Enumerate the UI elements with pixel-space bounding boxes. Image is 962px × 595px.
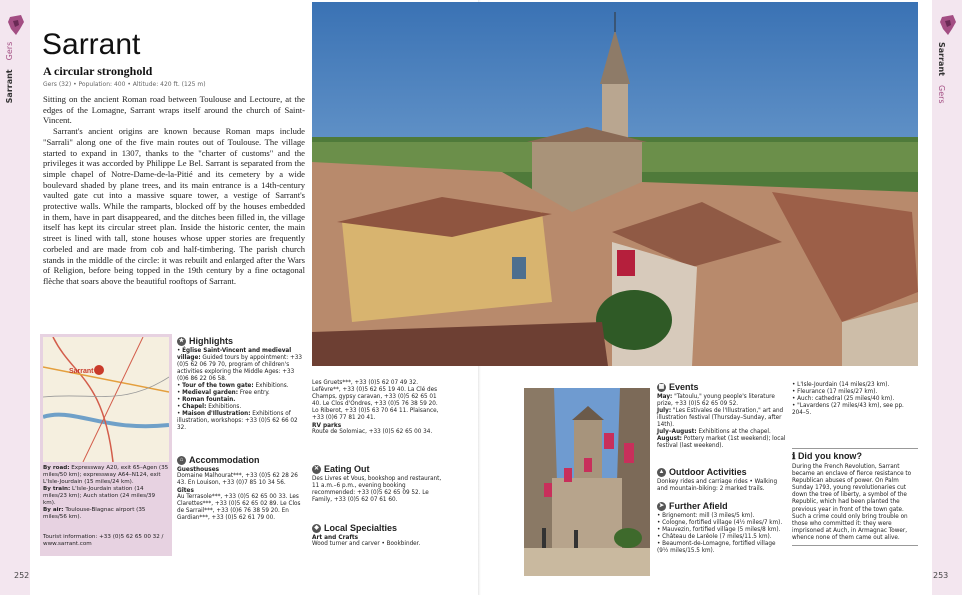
village-rooftops-photo bbox=[312, 2, 918, 366]
rv-parks-info: Route de Solomiac, +33 (0)5 62 65 00 34. bbox=[312, 429, 433, 435]
guesthouses-list: Domaine Malhourat***, +33 (0)5 62 28 26 43. En Louison, +33 (0)7 85 10 34 56. bbox=[177, 473, 298, 486]
further-afield-item: • L'Isle-Jourdain (14 miles/23 km). bbox=[792, 382, 890, 388]
page-subtitle: A circular stronghold bbox=[43, 64, 153, 78]
did-you-know-box bbox=[792, 448, 918, 546]
highlight-item: • Medieval garden: Free entry. bbox=[177, 390, 270, 396]
location-map bbox=[43, 337, 169, 462]
basket-icon: ◆ bbox=[312, 524, 321, 533]
fork-knife-icon: ✕ bbox=[313, 465, 320, 472]
region-map-icon bbox=[939, 14, 957, 36]
compass-icon: ➤ bbox=[658, 502, 665, 509]
eating-out-section: ✕ Eating Out Des Livres et Vous, bookshop and restaurant, 11 a.m.–6 p.m., evening booking recommended: +33 (0)5 62 65 09 52. Le Family, +33 (0)5 62 07 61 60. bbox=[312, 464, 444, 504]
accommodation-section: ⌂ Accommodation Guesthouses Domaine Malhourat***, +33 (0)5 62 28 26 43. En Louison, +33 (0)7 85 10 34 56. Gîtes Au Terrasole***, +33 (0)5 62 65 00 33. Les Clarettes***, +33 (0)5 62 65 02 89. Le Clos de Sarrail***, +33 (0)6 76 38 59 20. En Gardian***, +33 (0)5 62 61 79 00. bbox=[177, 455, 305, 522]
outdoor-activities-section: ▲ Outdoor Activities Donkey rides and carriage rides • Walking and mountain-biking: 2 marked trails. bbox=[657, 467, 787, 493]
intro-paragraph-2: Sarrant's ancient origins are known because Roman maps include "Sarrali" along one of the five main routes out of Toulouse. The village started to expand in 1307, thanks to the "charter of customs" and the privileges it was accorded by Philippe Le Bel. Sarrant is separated from the simple chapel of Notre-Dame-de-la-Pitié and its cemetery by a wide boulevard shaded by plane trees, and its main entrance is a 14th-century vaulted gate cut into a massive square tower, a vestige of Sarrant's protective walls. While the ramparts, blocked off by the houses embedded in them, have in part disappeared, and the ditches been filled in, the village itself has kept its circular street plan. Inside the historic center, the main street is lined with tall, stone houses whose upper stories are frequently corbeled and are made from cob and half-timbering. The parish church stands in the middle of the circle: it was rebuilt and enlarged after the Wars of Religion, before being topped in the 19th century by a fine octagonal flèche that soars above the beautiful rooftops of Sarrant. bbox=[43, 126, 305, 286]
event-item: August: Pottery market (1st weekend); local festival (last weekend). bbox=[657, 436, 786, 449]
map-place-label: Sarrant bbox=[69, 368, 94, 375]
star-icon: ★ bbox=[178, 337, 185, 344]
further-afield-item: • Fleurance (17 miles/27 km). bbox=[792, 389, 878, 395]
guesthouses-label: Guesthouses bbox=[177, 467, 220, 473]
arts-crafts-info: Wood turner and carver • Bookbinder. bbox=[312, 541, 421, 547]
bed-icon: ⌂ bbox=[177, 456, 186, 465]
side-tab-right bbox=[932, 0, 962, 595]
events-section: ▦ Events May: "Tatoulu," young people's literature prize, +33 (0)5 62 65 09 52. July: "Les Estivales de l'Illustration," art and illustration festival (Thursday–Sunday, after 14th). July–August: Exhibitions at the chapel. August: Pottery market (1st weekend); local festival (last weekend). bbox=[657, 382, 786, 449]
highlight-item: • Maison d'Illustration: Exhibitions of illustration, workshops: +33 (0)5 62 66 02 32. bbox=[177, 411, 298, 431]
local-specialties-section: ◆ Local Specialties Art and Crafts Wood turner and carver • Bookbinder. bbox=[312, 523, 444, 548]
transport-info bbox=[43, 465, 169, 521]
side-tab-label: Sarrant Gers bbox=[937, 42, 946, 104]
intro-text bbox=[43, 94, 305, 287]
region-map-icon bbox=[7, 14, 25, 36]
page-number-right: 253 bbox=[933, 571, 949, 580]
accommodation-list-continued: Les Gruets***, +33 (0)5 62 07 49 32. Lefèvre**, +33 (0)5 62 65 19 40. La Clé des Champs, gypsy caravan, +33 (0)5 62 65 01 40. Le Clos d'Ondres, +33 (0)5 76 38 59 20. Lo Riberot, +33 (0)5 63 70 64 11. Plaisance, +33 (0)6 77 81 20 41. bbox=[312, 380, 439, 421]
further-afield-item: • Mauvezin, fortified village (5 miles/8 km). bbox=[657, 527, 781, 533]
side-tab-left bbox=[0, 0, 30, 595]
page-title: Sarrant bbox=[42, 28, 141, 61]
page-number-left: 252 bbox=[14, 571, 30, 580]
gites-list: Au Terrasole***, +33 (0)5 62 65 00 33. Les Clarettes***, +33 (0)5 62 65 02 89. Le Clos de Sarrail***, +33 (0)6 76 38 59 20. En Gardian***, +33 (0)5 62 61 79 00. bbox=[177, 494, 301, 521]
village-meta: Gers (32) • Population: 400 • Altitude: 420 ft. (125 m) bbox=[43, 81, 206, 88]
street-banners-photo bbox=[524, 388, 650, 576]
highlight-item: • Église Saint-Vincent and medieval village: Guided tours by appointment: +33 (0)5 62 06 79 70, program of children's activities exploring the Middle Ages: +33 (0)6 86 22 06 58. bbox=[177, 348, 302, 382]
further-afield-item: • Auch: cathedral (25 miles/40 km). bbox=[792, 396, 895, 402]
arts-crafts-label: Art and Crafts bbox=[312, 535, 359, 541]
further-afield-item: • Cologne, fortified village (4½ miles/7 km). bbox=[657, 520, 783, 526]
by-air-info: By air: Toulouse-Blagnac airport (35 miles/56 km). bbox=[43, 507, 146, 520]
by-train-info: By train: L'Isle-Jourdain station (14 miles/23 km); Auch station (24 miles/39 km). bbox=[43, 486, 156, 506]
further-afield-section: ➤ Further Afield • Brignemont: mill (3 miles/5 km). • Cologne, fortified village (4½ miles/7 km). • Mauvezin, fortified village (5 miles/8 km). • Château de Laréole (7 miles/11.5 km). • Beaumont-de-Lomagne, fortified village (9½ miles/15.5 km). bbox=[657, 501, 787, 555]
hiking-icon: ▲ bbox=[658, 468, 665, 475]
highlight-item: • Roman fountain. bbox=[177, 397, 236, 403]
further-afield-item: • "Lavardens (27 miles/43 km), see pp. 204–5. bbox=[792, 403, 904, 416]
highlights-section: ★ Highlights • Église Saint-Vincent and medieval village: Guided tours by appointment: +33 (0)5 62 06 79 70, program of children's activities exploring the Middle Ages: +33 (0)6 86 22 06 58. • Tour of the town gate: Exhibitions. • Medieval garden: Free entry. • Roman fountain. • Chapel: Exhibitions. • Maison d'Illustration: Exhibitions of illustration, workshops: +33 (0)5 62 66 02 32. bbox=[177, 336, 305, 432]
event-item: May: "Tatoulu," young people's literature prize, +33 (0)5 62 65 09 52. bbox=[657, 394, 775, 407]
outdoor-activities-info: Donkey rides and carriage rides • Walking and mountain-biking: 2 marked trails. bbox=[657, 479, 778, 492]
highlight-item: • Tour of the town gate: Exhibitions. bbox=[177, 383, 289, 389]
did-you-know-text: During the French Revolution, Sarrant became an enclave of fierce resistance to Republican abuses of power. On Palm Sunday 1793, young revolutionaries cut down the tree of liberty, a symbol of the Republic, which had been planted the previous year in front of the town gate. Such a crime could only bring trouble on those who committed it: they were imprisoned at Auch, in Armagnac Tower, whence none of them came out alive. bbox=[792, 464, 912, 541]
further-afield-item: • Beaumont-de-Lomagne, fortified village (9½ miles/15.5 km). bbox=[657, 541, 776, 554]
event-item: July: "Les Estivales de l'Illustration," art and illustration festival (Thursday–Sunday, after 14th). bbox=[657, 408, 784, 428]
further-afield-continued bbox=[792, 382, 918, 417]
highlight-item: • Chapel: Exhibitions. bbox=[177, 404, 242, 410]
by-road-info: By road: Expressway A20, exit 65–Agen (35 miles/50 km); expressway A64–N124, exit L'Isle-Jourdain (15 miles/24 km). bbox=[43, 465, 169, 485]
further-afield-item: • Brignemont: mill (3 miles/5 km). bbox=[657, 513, 755, 519]
access-box bbox=[40, 334, 172, 556]
rv-parks-label: RV parks bbox=[312, 423, 342, 429]
did-you-know-title: ℹ Did you know? bbox=[792, 451, 862, 461]
info-icon: ℹ bbox=[792, 451, 796, 461]
side-tab-label: Sarrant Gers bbox=[5, 42, 14, 104]
gites-label: Gîtes bbox=[177, 488, 194, 494]
intro-paragraph-1: Sitting on the ancient Roman road between Toulouse and Lectoure, at the edges of the Lomagne, Sarrant wraps itself around the church of Saint-Vincent. bbox=[43, 94, 305, 126]
eating-out-info: Des Livres et Vous, bookshop and restaurant, 11 a.m.–6 p.m., evening booking recommended: +33 (0)5 62 65 09 52. Le Family, +33 (0)5 62 07 61 60. bbox=[312, 476, 442, 503]
event-item: July–August: Exhibitions at the chapel. bbox=[657, 429, 771, 435]
further-afield-item: • Château de Laréole (7 miles/11.5 km). bbox=[657, 534, 772, 540]
calendar-icon: ▦ bbox=[658, 383, 665, 390]
tourist-info: Tourist information: +33 (0)5 62 65 00 32 / www.sarrant.com bbox=[43, 534, 164, 547]
accommodation-continued bbox=[312, 380, 444, 436]
